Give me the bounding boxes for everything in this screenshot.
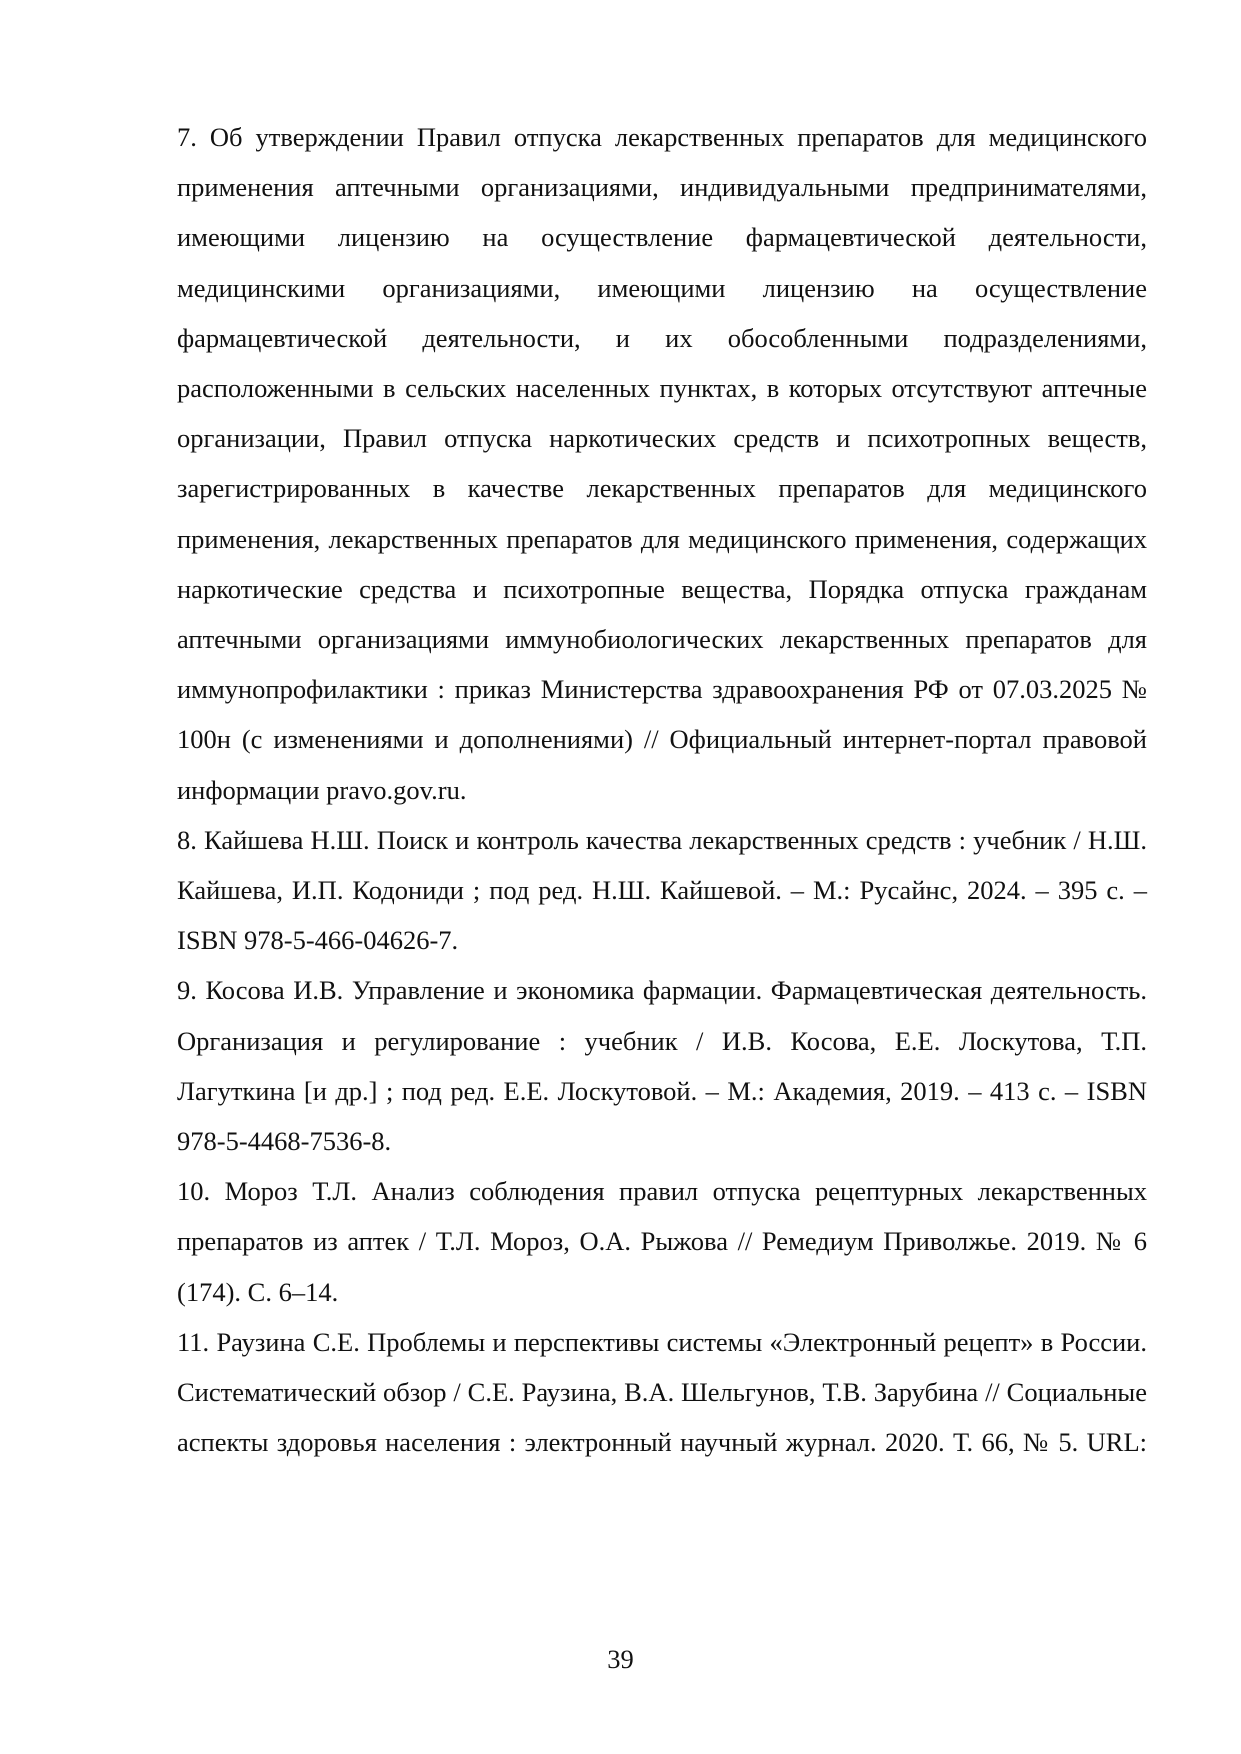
reference-text: Косова И.В. Управление и экономика фармации. Фармацевтическая деятельность. Организация и регулирование : учебник / И.В. Косова, Е.Е. Лоскутова, Т.П. Лагуткина [и др.] ; под ред. Е.Е. Лоскутовой. – М.: Академия, 2019. – 413 с. – ISBN 978-5-4468-7536-8. (177, 975, 1147, 1157)
reference-item-7 (177, 112, 1147, 815)
reference-text: Об утверждении Правил отпуска лекарственных препаратов для медицинского применения аптечными организациями, индивидуальными предпринимателями, имеющими лицензию на осуществление фармацевтической деятельности, медицинскими организациями, имеющими лицензию на осуществление фармацевтической деятельности, и их обособленными подразделениями, расположенными в сельских населенных пунктах, в которых отсутствуют аптечные организации, Правил отпуска наркотических средств и психотропных веществ, зарегистрированных в качестве лекарственных препаратов для медицинского применения, лекарственных препаратов для медицинского применения, содержащих наркотические средства и психотропные вещества, Порядка отпуска гражданам аптечными организациями иммунобиологических лекарственных препаратов для иммунопрофилактики : приказ Министерства здравоохранения РФ от 07.03.2025 № 100н (с изменениями и дополнениями) // Официальный интернет-портал правовой информации pravo.gov.ru. (177, 122, 1147, 805)
reference-list (177, 112, 1147, 1467)
reference-text: Мороз Т.Л. Анализ соблюдения правил отпуска рецептурных лекарственных препаратов из аптек / Т.Л. Мороз, О.А. Рыжова // Ремедиум Приволжье. 2019. № 6 (174). С. 6–14. (177, 1176, 1148, 1307)
reference-number: 8. (177, 824, 197, 855)
reference-item-10 (177, 1166, 1147, 1317)
reference-item-8 (177, 815, 1147, 966)
reference-number: 9. (177, 975, 197, 1006)
reference-text: Кайшева Н.Ш. Поиск и контроль качества лекарственных средств : учебник / Н.Ш. Кайшева, И.П. Кодониди ; под ред. Н.Ш. Кайшевой. – М.: Русайнс, 2024. – 395 с. – ISBN 978-5-466-04626-7. (177, 824, 1147, 956)
reference-number: 7. (177, 122, 197, 152)
reference-text: Раузина С.Е. Проблемы и перспективы системы «Электронный рецепт» в России. Систематический обзор / С.Е. Раузина, В.А. Шельгунов, Т.В. Зарубина // Социальные аспекты здоровья населения : электронный научный журнал. 2020. Т. 66, № 5. URL: (177, 1326, 1147, 1458)
reference-number: 11. (177, 1326, 210, 1357)
reference-item-9 (177, 965, 1147, 1166)
reference-number: 10. (177, 1176, 211, 1207)
page-number: 39 (607, 1644, 634, 1674)
reference-item-11 (177, 1317, 1147, 1468)
